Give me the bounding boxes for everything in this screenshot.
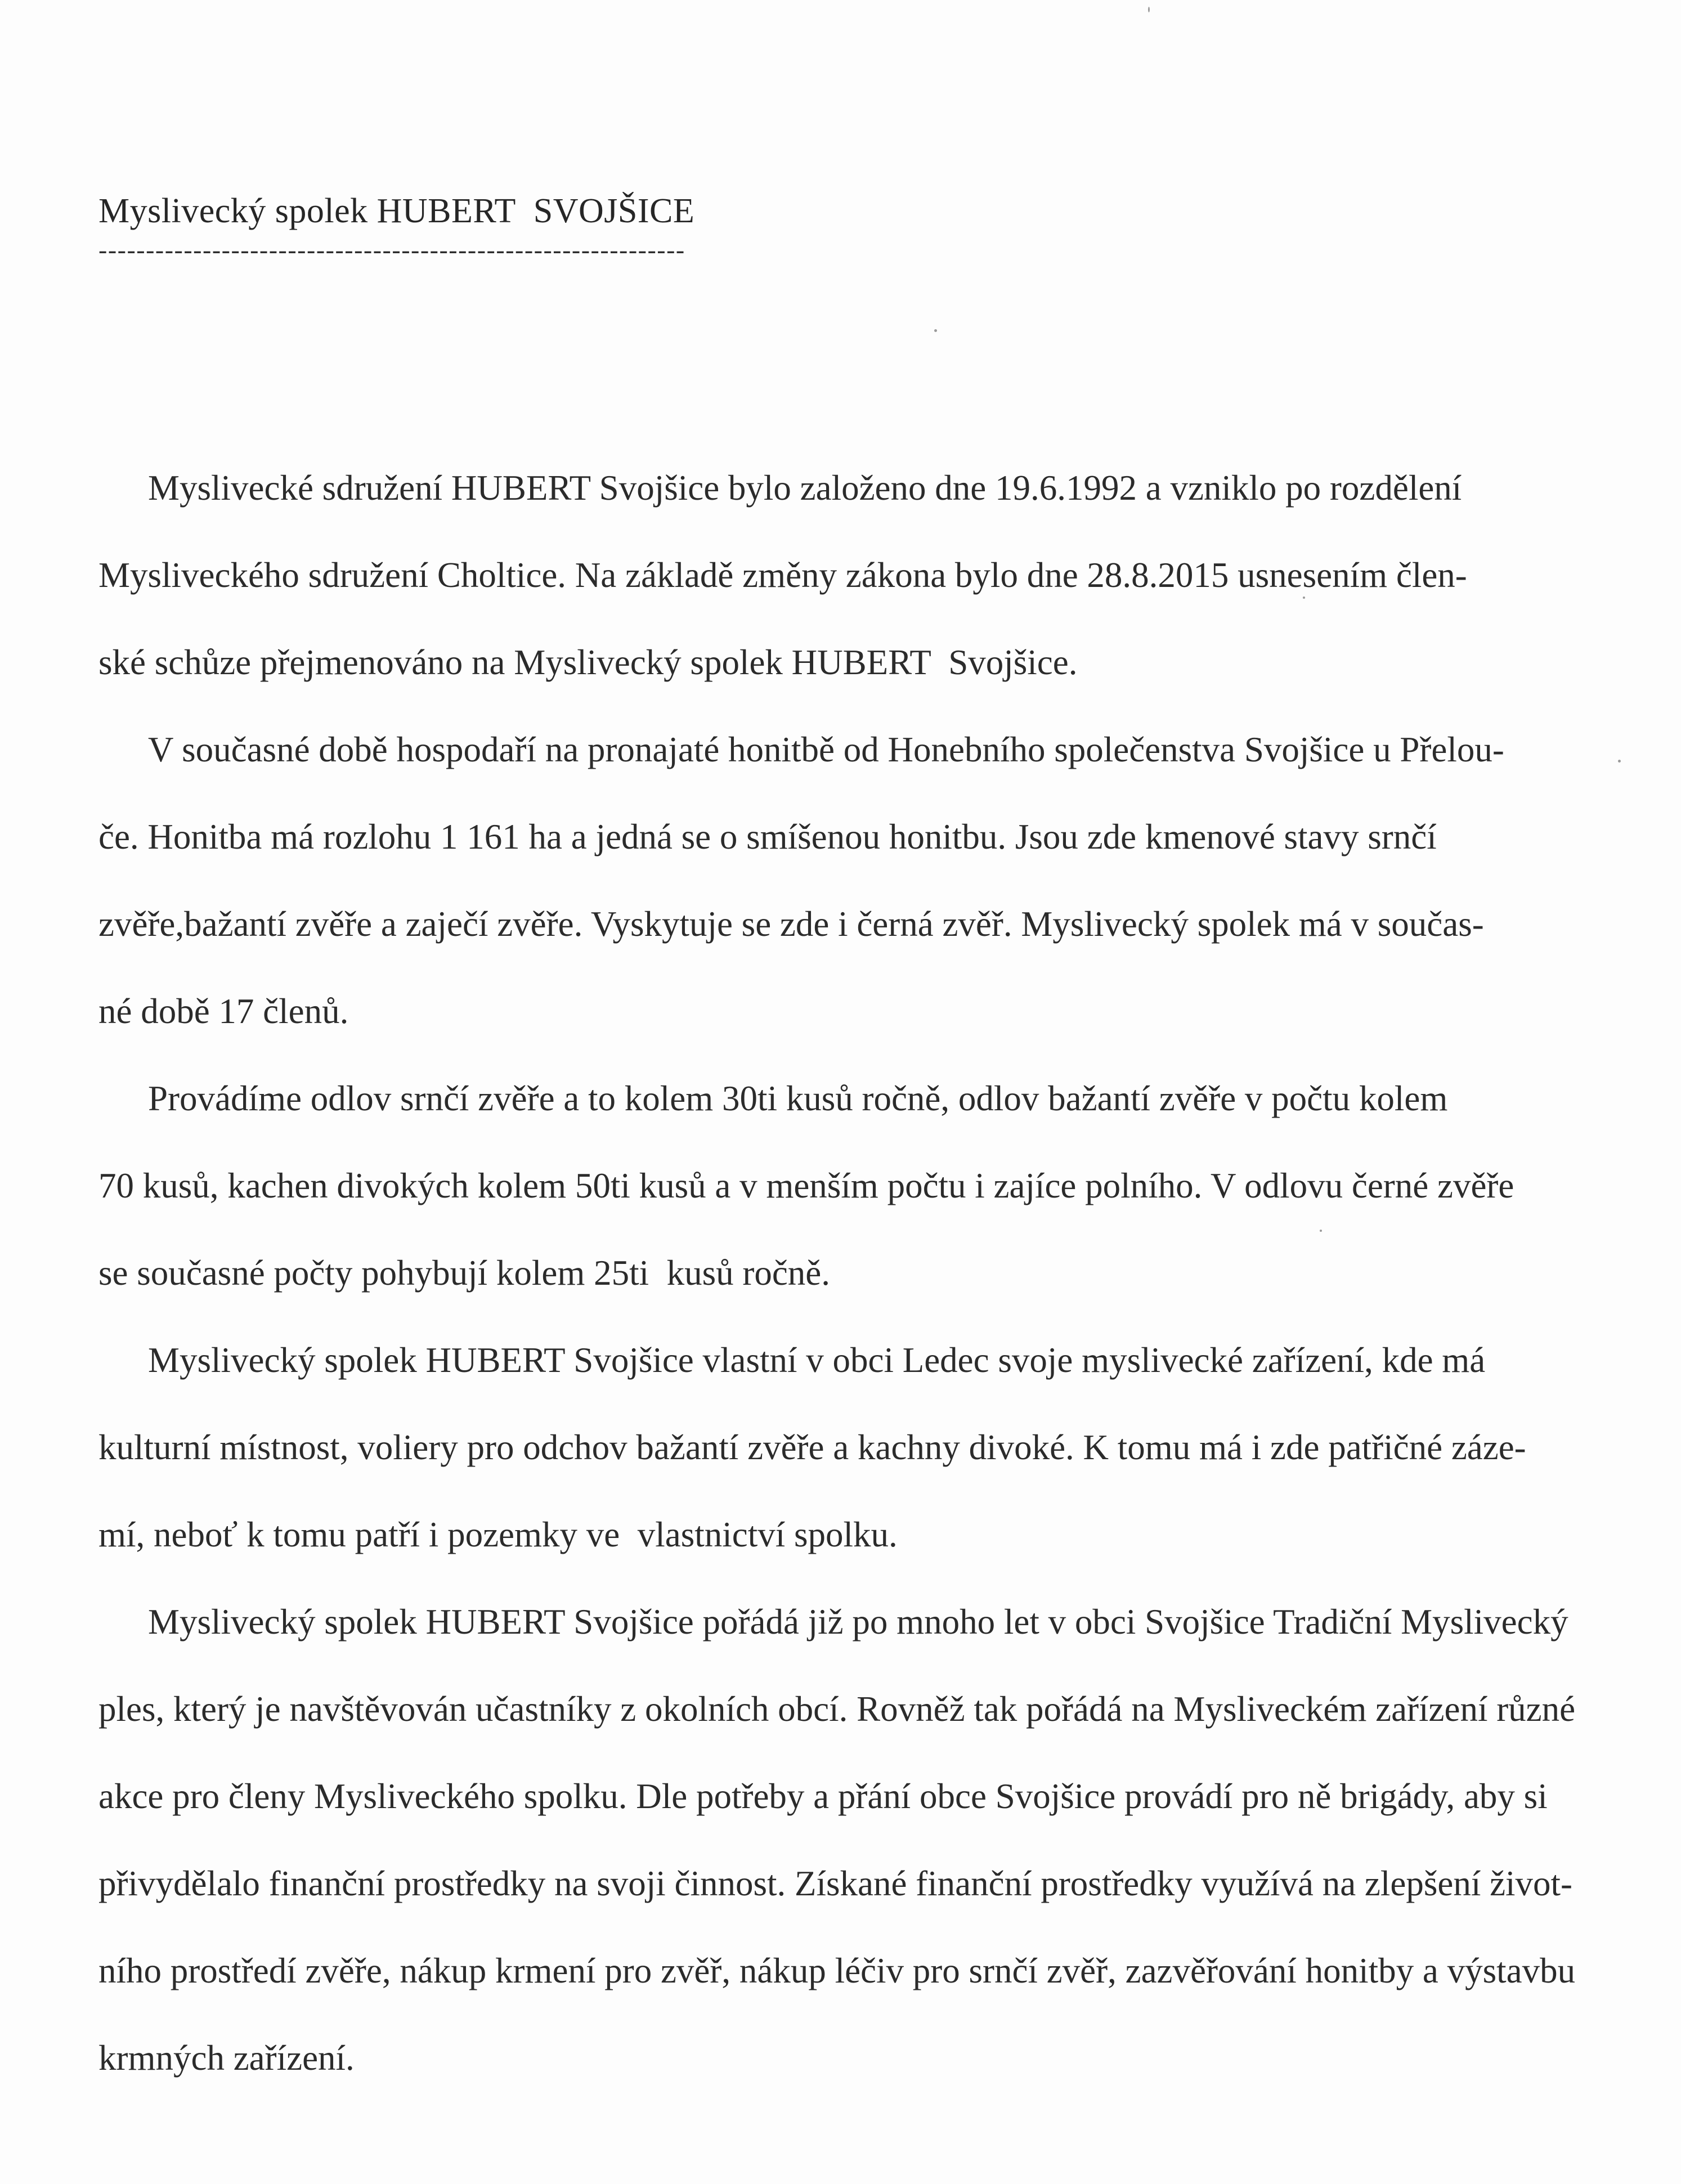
text-line-19: krmných zařízení. [98, 2038, 355, 2078]
text-line-16: akce pro členy Mysliveckého spolku. Dle potřeby a přání obce Svojšice provádí pro ně brigády, aby si [98, 1777, 1548, 1816]
text-line-08: Provádíme odlov srnčí zvěře a to kolem 30ti kusů ročně, odlov bažantí zvěře v počtu kolem [148, 1079, 1448, 1118]
text-line-03: ské schůze přejmenováno na Myslivecký spolek HUBERT Svojšice. [98, 643, 1078, 682]
text-line-06: zvěře,bažantí zvěře a zaječí zvěře. Vyskytuje se zde i černá zvěř. Myslivecký spolek má v součas- [98, 904, 1484, 944]
text-line-04: V současné době hospodaří na pronajaté honitbě od Honebního společenstva Svojšice u Přelou- [148, 730, 1504, 769]
text-line-12: kulturní místnost, voliery pro odchov bažantí zvěře a kachny divoké. K tomu má i zde patřičné záze- [98, 1428, 1526, 1467]
text-line-13: mí, neboť k tomu patří i pozemky ve vlastnictví spolku. [98, 1515, 898, 1554]
scan-speck [1618, 760, 1621, 763]
text-line-18: ního prostředí zvěře, nákup krmení pro zvěř, nákup léčiv pro srnčí zvěř, zazvěřování honitby a výstavbu [98, 1951, 1576, 1990]
scan-speck [1148, 7, 1150, 12]
text-line-10: se současné počty pohybují kolem 25ti kusů ročně. [98, 1253, 831, 1293]
scan-speck [1320, 1230, 1322, 1232]
text-line-05: če. Honitba má rozlohu 1 161 ha a jedná se o smíšenou honitbu. Jsou zde kmenové stavy srnčí [98, 817, 1437, 856]
body-text [98, 445, 1652, 2102]
heading-block [98, 186, 774, 261]
text-line-07: né době 17 členů. [98, 992, 349, 1031]
scan-speck [934, 329, 937, 332]
text-line-14: Myslivecký spolek HUBERT Svojšice pořádá již po mnoho let v obci Svojšice Tradiční Myslivecký [148, 1602, 1568, 1642]
text-line-17: přivydělalo finanční prostředky na svoji činnost. Získané finanční prostředky využívá na zlepšení život- [98, 1864, 1573, 1903]
text-line-01: Myslivecké sdružení HUBERT Svojšice bylo založeno dne 19.6.1992 a vzniklo po rozdělení [148, 468, 1462, 508]
text-line-02: Mysliveckého sdružení Choltice. Na základě změny zákona bylo dne 28.8.2015 usnesením člen- [98, 555, 1467, 595]
title-dashed-rule: -------------------------------------------------------------- [98, 239, 685, 261]
text-line-11: Myslivecký spolek HUBERT Svojšice vlastní v obci Ledec svoje myslivecké zařízení, kde má [148, 1340, 1486, 1380]
document-title: Myslivecký spolek HUBERT SVOJŠICE [98, 192, 695, 230]
text-line-15: ples, který je navštěvován učastníky z okolních obcí. Rovněž tak pořádá na Mysliveckém zařízení různé [98, 1689, 1576, 1729]
scan-speck [1303, 597, 1305, 599]
text-line-09: 70 kusů, kachen divokých kolem 50ti kusů a v menším počtu i zajíce polního. V odlovu černé zvěře [98, 1166, 1514, 1205]
